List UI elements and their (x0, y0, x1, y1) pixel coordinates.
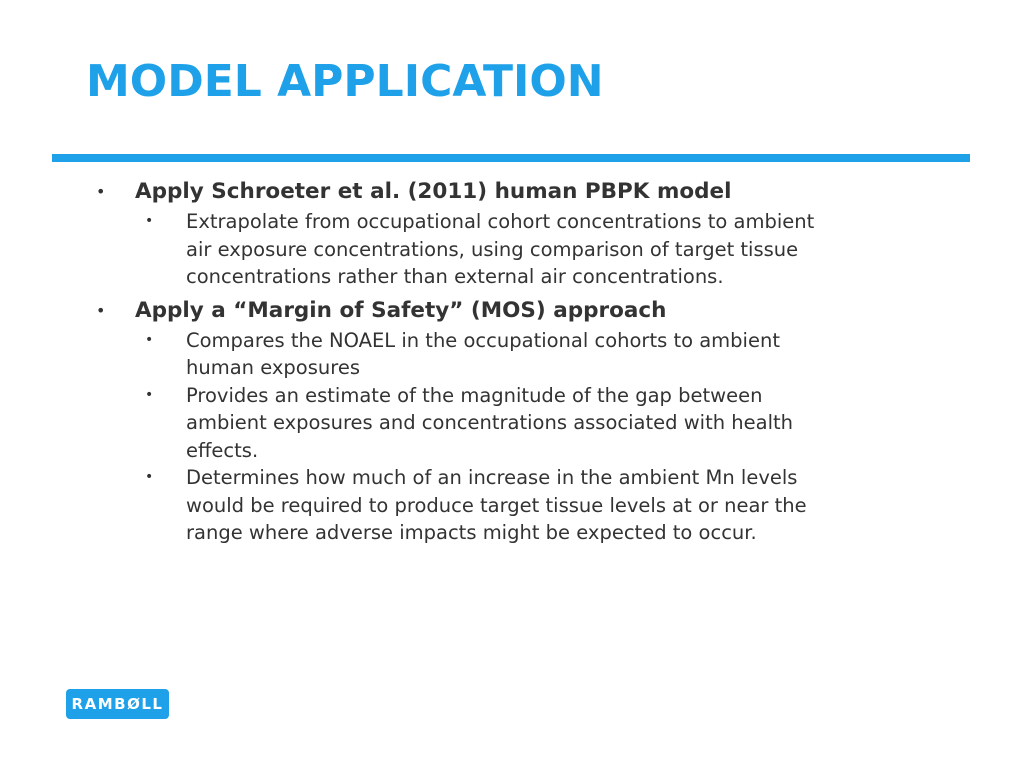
sub-bullet-icon: • (145, 213, 154, 229)
sub-bullet-noael (96, 327, 936, 382)
sub-bullet-line: range where adverse impacts might be expected to occur. (186, 521, 757, 544)
title-divider (52, 154, 970, 162)
slide-title: MODEL APPLICATION (86, 56, 604, 107)
sub-bullet-line: concentrations rather than external air concentrations. (186, 265, 724, 288)
sub-bullet-gap-estimate (96, 382, 936, 465)
bullet-icon: • (96, 300, 106, 320)
sub-bullet-extrapolate (96, 208, 936, 291)
sub-bullet-icon: • (145, 386, 154, 403)
sub-bullet-line: air exposure concentrations, using comparison of target tissue (186, 237, 799, 261)
bullet-pbpk-model (96, 176, 936, 208)
bullet-mos-approach (96, 295, 936, 327)
sub-bullet-mn-increase (96, 464, 936, 547)
bullet-text: Apply Schroeter et al. (2011) human PBPK model (135, 179, 732, 204)
sub-bullet-line: Extrapolate from occupational cohort concentrations to ambient (186, 210, 815, 233)
sub-bullet-line: Compares the NOAEL in the occupational cohorts to ambient (186, 328, 780, 352)
sublist-pbpk-model (96, 208, 936, 291)
sub-bullet-icon: • (145, 331, 154, 348)
bullet-content (96, 176, 936, 551)
sub-bullet-line: ambient exposures and concentrations associated with health (186, 411, 794, 434)
sub-bullet-line: human exposures (186, 356, 360, 379)
ramboll-logo (66, 689, 169, 719)
bullet-text: Apply a “Margin of Safety” (MOS) approach (135, 297, 667, 323)
bullet-icon: • (96, 182, 106, 201)
logo-text: RAMBØLL (71, 695, 164, 713)
sub-bullet-line: Provides an estimate of the magnitude of the gap between (186, 383, 763, 407)
sub-bullet-line: effects. (186, 438, 259, 462)
sub-bullet-line: would be required to produce target tissue levels at or near the (186, 493, 807, 517)
sublist-mos-approach (96, 327, 936, 547)
sub-bullet-icon: • (145, 469, 154, 485)
sub-bullet-line: Determines how much of an increase in the ambient Mn levels (186, 466, 798, 489)
